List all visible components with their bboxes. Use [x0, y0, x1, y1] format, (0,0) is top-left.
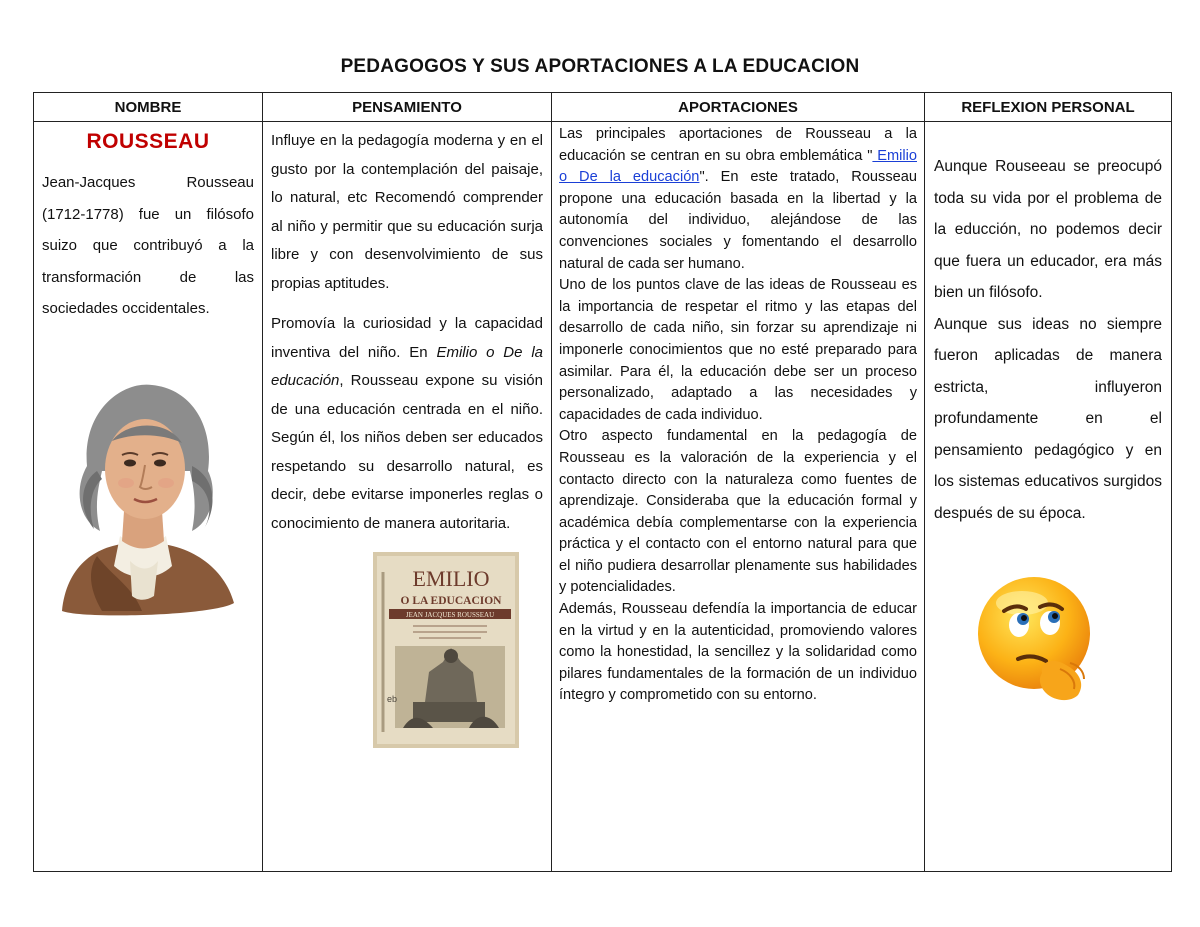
book-title-line1: EMILIO [412, 566, 490, 591]
pensamiento-paragraph-2 [271, 310, 543, 538]
header-aportaciones: APORTACIONES [552, 93, 925, 122]
thinking-emoji-icon [974, 573, 1162, 715]
pedagogo-bio: Jean-Jacques Rousseau (1712-1778) fue un filósofo suizo que contribuyó a la transformación de las sociedades occidentales. [42, 174, 254, 317]
cell-nombre [34, 122, 263, 872]
emilio-link[interactable]: Emilio o De la educación [559, 147, 917, 186]
pedagogos-table [33, 92, 1172, 872]
book-title-line2: O LA EDUCACION [400, 595, 502, 607]
aportaciones-text-b: ". En este tratado, Rousseau propone una educación basada en la libertad y la autonomía del individuo, alejándose de las convenciones sociales y fomentando el desarrollo natural de cada ser humano. [559, 169, 917, 272]
cell-reflexion [925, 122, 1172, 872]
pensamiento-text-a: Promovía la curiosidad y la capacidad inventiva del niño. En [271, 315, 543, 361]
pensamiento-text-b: , Rousseau expone su visión de una educación centrada en el niño. Según él, los niños deben ser educados respetando su desarrollo natural, es decir, debe evitarse imponerles reglas o conocimiento de manera autoritaria. [271, 372, 543, 532]
table-row [34, 122, 1172, 872]
reflexion-paragraph-2: Aunque sus ideas no siempre fueron aplicadas de manera estricta, influyeron profundamente en el pensamiento pedagógico y en los sistemas educativos surgidos después de su época. [934, 315, 1162, 522]
aportaciones-paragraph-1 [559, 124, 917, 275]
reflexion-paragraph-1: Aunque Rouseeau se preocupó toda su vida por el problema de la educción, no podemos decir que fuera un educador, era más bien un filósofo. [934, 158, 1162, 301]
aportaciones-paragraph-2: Uno de los puntos clave de las ideas de Rousseau es la importancia de respetar el ritmo y las etapas del desarrollo de cada niño, sin forzar su aprendizaje ni imponerle conocimientos que no esté preparado para asimilar. Para él, la educación debe ser un proceso personalizado, adaptado a las necesidades y capacidades de cada individuo. [559, 277, 917, 423]
header-row [34, 93, 1172, 122]
book-author: JEAN JACQUES ROUSSEAU [405, 611, 495, 619]
aportaciones-text-a: Las principales aportaciones de Rousseau a la educación se centran en su obra emblemática " [559, 126, 917, 164]
book-title-italic: Emilio o De la educación [271, 343, 543, 389]
pedagogo-name: ROUSSEAU [86, 130, 210, 153]
aportaciones-paragraph-4: Además, Rousseau defendía la importancia de educar en la virtud y en la autenticidad, promoviendo valores como la honestidad, la sencillez y la solidaridad como pilares fundamentales de la formación de un individuo íntegro y comprometido con su entorno. [559, 601, 917, 704]
pensamiento-paragraph-1: Influye en la pedagogía moderna y en el gusto por la contemplación del paisaje, lo natural, etc Recomendó comprender al niño y permitir que su educación surja libre y con desenvolvimiento de sus propias aptitudes. [271, 132, 543, 292]
cell-pensamiento [263, 122, 552, 872]
cell-aportaciones [552, 122, 925, 872]
page-title: PEDAGOGOS Y SUS APORTACIONES A LA EDUCACION [340, 56, 860, 77]
header-nombre: NOMBRE [34, 93, 263, 122]
header-reflexion: REFLEXION PERSONAL [925, 93, 1172, 122]
header-pensamiento: PENSAMIENTO [263, 93, 552, 122]
rousseau-portrait [42, 371, 254, 623]
aportaciones-paragraph-3: Otro aspecto fundamental en la pedagogía de Rousseau es la valoración de la experiencia y el contacto directo con la naturaleza como fuentes de aprendizaje. Consideraba que la educación formal y académica debía complementarse con la experiencia práctica y el contacto con el entorno natural para que el niño pudiera desarrollar plenamente sus habilidades y potencialidades. [559, 428, 917, 596]
emilio-book-cover [373, 552, 543, 752]
svg-text:eb: eb [387, 694, 398, 704]
